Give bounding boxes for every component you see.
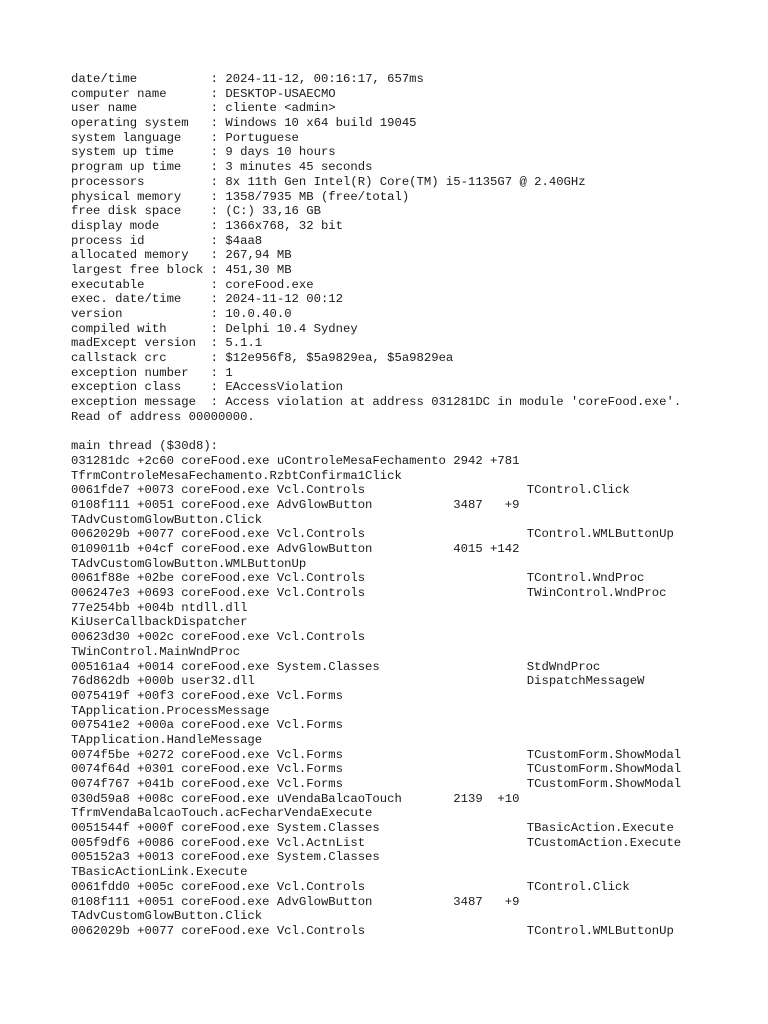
stack-line: 0074f5be +0272 coreFood.exe Vcl.Forms TCustomForm.ShowModal	[71, 747, 682, 762]
info-separator: :	[203, 204, 226, 219]
info-line	[71, 395, 761, 410]
info-key: exception message	[71, 395, 204, 410]
stack-line: TBasicActionLink.Execute	[71, 865, 248, 880]
info-line	[71, 219, 761, 234]
info-value: EAccessViolation	[225, 380, 344, 395]
stack-line: 0075419f +00f3 coreFood.exe Vcl.Forms	[71, 688, 343, 703]
stack-line: 76d862db +000b user32.dll DispatchMessageW	[71, 674, 645, 689]
info-separator: :	[203, 395, 226, 410]
info-line	[71, 336, 761, 351]
info-value: 3 minutes 45 seconds	[225, 160, 373, 175]
info-key: exec. date/time	[71, 292, 204, 307]
info-separator: :	[203, 116, 226, 131]
info-key: exception number	[71, 365, 204, 380]
info-separator: :	[203, 307, 226, 321]
info-value: 2024-11-12 00:12	[225, 292, 344, 307]
info-key: display mode	[71, 218, 204, 233]
info-separator: :	[203, 380, 226, 395]
stack-line: 006247e3 +0693 coreFood.exe Vcl.Controls TWinControl.WndProc	[71, 586, 667, 601]
info-key: user name	[71, 101, 204, 116]
info-line	[71, 307, 761, 322]
stack-line: 0061f88e +02be coreFood.exe Vcl.Controls TControl.WndProc	[71, 571, 645, 586]
info-value: cliente <admin>	[225, 101, 336, 116]
info-value: 267,94 MB	[225, 248, 292, 263]
stack-line: TWinControl.MainWndProc	[71, 644, 241, 659]
callstack-block	[71, 454, 761, 939]
info-line	[71, 380, 761, 395]
info-separator: :	[203, 130, 226, 145]
stack-line: 0108f111 +0051 coreFood.exe AdvGlowButton 3487 +9	[71, 894, 520, 909]
info-line	[71, 160, 761, 175]
info-separator: :	[203, 72, 226, 86]
stack-line: 00623d30 +002c coreFood.exe Vcl.Controls	[71, 630, 366, 645]
info-value: Delphi 10.4 Sydney	[225, 321, 358, 336]
stack-line: TfrmControleMesaFechamento.RzbtConfirma1Click	[71, 468, 402, 483]
info-separator: :	[203, 277, 226, 292]
info-value: Portuguese	[225, 130, 299, 145]
info-key: madExcept version	[71, 336, 204, 351]
info-value: 451,30 MB	[225, 262, 292, 277]
bug-report-document	[71, 72, 761, 939]
info-key: processors	[71, 174, 204, 189]
info-line	[71, 175, 761, 190]
info-line	[71, 72, 761, 87]
info-key: system language	[71, 130, 204, 145]
info-value: $4aa8	[225, 233, 263, 248]
stack-line: TApplication.ProcessMessage	[71, 703, 270, 718]
stack-line: TfrmVendaBalcaoTouch.acFecharVendaExecute	[71, 806, 373, 821]
info-separator: :	[203, 86, 226, 101]
info-value: coreFood.exe	[225, 277, 314, 292]
info-line	[71, 204, 761, 219]
info-separator: :	[203, 292, 226, 307]
stack-line: 0109011b +04cf coreFood.exe AdvGlowButton 4015 +142	[71, 542, 520, 556]
info-line	[71, 351, 761, 366]
info-value: Access violation at address 031281DC in module 'coreFood.exe'.	[225, 395, 682, 410]
stack-line: 0051544f +000f coreFood.exe System.Classes TBasicAction.Execute	[71, 821, 674, 836]
stack-line: 0061fdd0 +005c coreFood.exe Vcl.Controls TControl.Click	[71, 879, 630, 894]
info-separator: :	[203, 101, 226, 116]
info-value: 9 days 10 hours	[225, 145, 336, 160]
info-key: process id	[71, 233, 204, 248]
info-key: executable	[71, 277, 204, 292]
stack-line: TAdvCustomGlowButton.WMLButtonUp	[71, 556, 307, 571]
info-key: physical memory	[71, 189, 204, 204]
info-separator: :	[203, 351, 226, 366]
info-key: free disk space	[71, 204, 204, 219]
info-separator: :	[203, 218, 226, 233]
info-key: program up time	[71, 160, 204, 175]
stack-line: KiUserCallbackDispatcher	[71, 615, 248, 630]
stack-line: 0108f111 +0051 coreFood.exe AdvGlowButton 3487 +9	[71, 497, 520, 512]
blank-line	[71, 425, 761, 440]
exception-message-continuation: Read of address 00000000.	[71, 409, 255, 424]
info-line	[71, 278, 761, 293]
info-value: $12e956f8, $5a9829ea, $5a9829ea	[225, 351, 454, 366]
info-separator: :	[203, 174, 226, 189]
info-line	[71, 87, 761, 102]
info-line	[71, 145, 761, 160]
info-value: 2024-11-12, 00:16:17, 657ms	[225, 72, 424, 86]
info-key: compiled with	[71, 321, 204, 336]
info-separator: :	[203, 365, 226, 380]
info-line	[71, 366, 761, 381]
stack-line: 030d59a8 +008c coreFood.exe uVendaBalcaoTouch 2139 +10	[71, 791, 520, 806]
info-separator: :	[203, 262, 226, 277]
stack-line: 005f9df6 +0086 coreFood.exe Vcl.ActnList TCustomAction.Execute	[71, 835, 682, 850]
info-key: allocated memory	[71, 248, 204, 263]
info-separator: :	[203, 145, 226, 160]
info-key: version	[71, 307, 204, 321]
info-value: (C:) 33,16 GB	[225, 204, 321, 219]
info-line	[71, 190, 761, 205]
info-line	[71, 292, 761, 307]
stack-line: 007541e2 +000a coreFood.exe Vcl.Forms	[71, 718, 343, 733]
info-line	[71, 263, 761, 278]
stack-line: 0074f767 +041b coreFood.exe Vcl.Forms TCustomForm.ShowModal	[71, 777, 682, 791]
info-value: 1	[225, 365, 233, 380]
info-line	[71, 131, 761, 146]
info-key: system up time	[71, 145, 204, 160]
info-key: operating system	[71, 116, 204, 131]
stack-line: 0062029b +0077 coreFood.exe Vcl.Controls TControl.WMLButtonUp	[71, 527, 674, 542]
info-value: 1366x768, 32 bit	[225, 218, 344, 233]
info-separator: :	[203, 160, 226, 175]
system-info-block	[71, 72, 761, 410]
info-value: 1358/7935 MB (free/total)	[225, 189, 410, 204]
info-line	[71, 234, 761, 249]
info-value: 10.0.40.0	[225, 307, 292, 321]
stack-line: 031281dc +2c60 coreFood.exe uControleMesaFechamento 2942 +781	[71, 453, 520, 468]
info-value: Windows 10 x64 build 19045	[225, 116, 417, 131]
stack-line: TAdvCustomGlowButton.Click	[71, 512, 263, 527]
stack-line: TAdvCustomGlowButton.Click	[71, 909, 263, 924]
stack-line: 0061fde7 +0073 coreFood.exe Vcl.Controls TControl.Click	[71, 483, 630, 498]
info-key: callstack crc	[71, 351, 204, 366]
info-key: exception class	[71, 380, 204, 395]
info-separator: :	[203, 321, 226, 336]
info-key: largest free block	[71, 262, 204, 277]
info-value: 8x 11th Gen Intel(R) Core(TM) i5-1135G7 @ 2.40GHz	[225, 174, 586, 189]
stack-line: 005161a4 +0014 coreFood.exe System.Classes StdWndProc	[71, 659, 601, 674]
info-line	[71, 248, 761, 263]
thread-title: main thread ($30d8):	[71, 439, 219, 454]
info-line	[71, 101, 761, 116]
info-key: date/time	[71, 72, 204, 86]
info-separator: :	[203, 233, 226, 248]
info-separator: :	[203, 336, 226, 351]
info-value: DESKTOP-USAECMO	[225, 86, 336, 101]
info-separator: :	[203, 248, 226, 263]
info-key: computer name	[71, 86, 204, 101]
info-value: 5.1.1	[225, 336, 263, 351]
info-line	[71, 116, 761, 131]
stack-line: TApplication.HandleMessage	[71, 732, 263, 747]
info-separator: :	[203, 189, 226, 204]
stack-line: 77e254bb +004b ntdll.dll	[71, 600, 248, 615]
stack-line: 0062029b +0077 coreFood.exe Vcl.Controls TControl.WMLButtonUp	[71, 923, 674, 938]
info-line	[71, 322, 761, 337]
stack-line: 0074f64d +0301 coreFood.exe Vcl.Forms TCustomForm.ShowModal	[71, 762, 682, 777]
stack-line: 005152a3 +0013 coreFood.exe System.Classes	[71, 850, 380, 865]
